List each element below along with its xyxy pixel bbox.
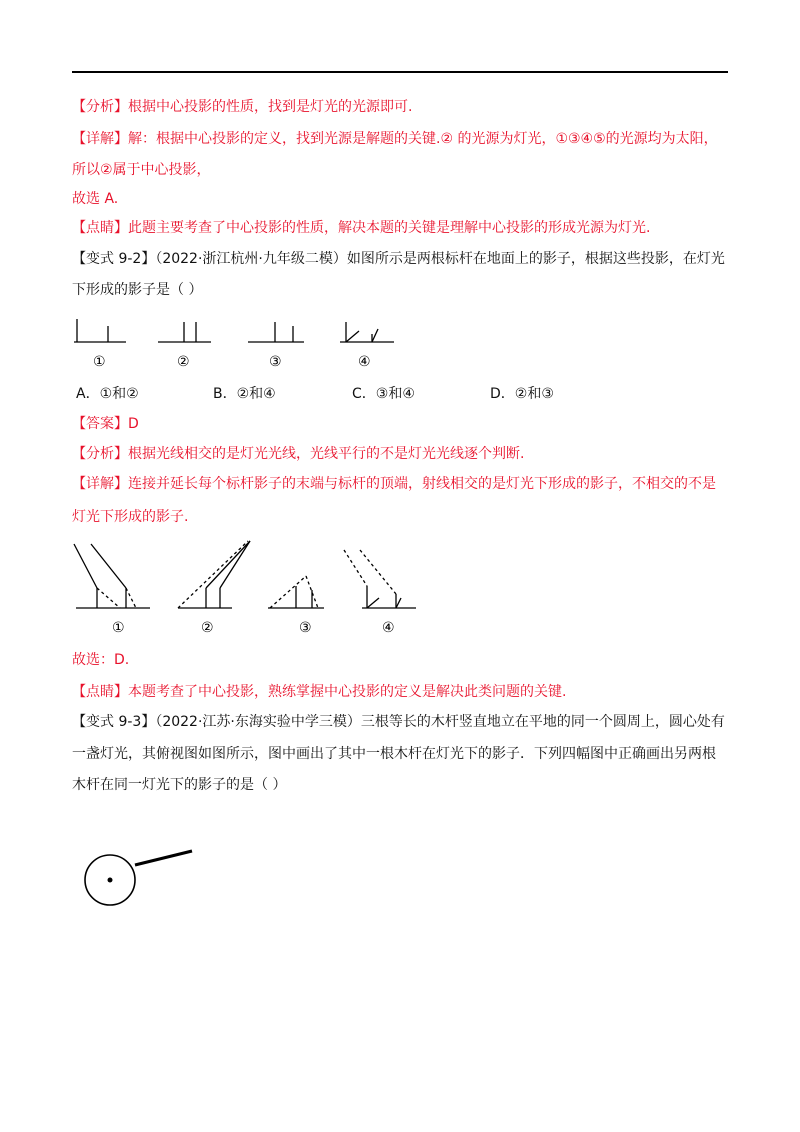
comment-text-1: 【点睛】此题主要考查了中心投影的性质，解决本题的关键是理解中心投影的形成光源为灯光. <box>72 220 651 236</box>
top-view-figure <box>80 845 200 915</box>
detail-text-2a: 【详解】连接并延长每个标杆影子的末端与标杆的顶端，射线相交的是灯光下形成的影子，不相交的不是 <box>72 476 716 492</box>
fig1-label-3: ③ <box>269 354 282 370</box>
shadow-figure-2 <box>70 538 430 638</box>
analysis-text-2: 【分析】根据光线相交的是灯光光线，光线平行的不是灯光光线逐个判断. <box>72 446 525 462</box>
comment-text-2: 【点睛】本题考查了中心投影，熟练掌握中心投影的定义是解决此类问题的关键. <box>72 684 567 700</box>
fig2-label-4: ④ <box>382 620 395 636</box>
fig2-label-3: ③ <box>299 620 312 636</box>
fig1-label-1: ① <box>93 354 106 370</box>
option-d: D．②和③ <box>490 386 554 402</box>
detail-text-1a: 【详解】解：根据中心投影的定义，找到光源是解题的关键.② 的光源为灯光，①③④⑤的光源均为太阳， <box>72 131 718 147</box>
detail-text-1b: 所以②属于中心投影， <box>72 162 211 178</box>
analysis-text-1: 【分析】根据中心投影的性质，找到是灯光的光源即可. <box>72 99 413 115</box>
fig2-label-2: ② <box>201 620 214 636</box>
option-c: C．③和④ <box>352 386 415 402</box>
question-9-2-line1: 【变式 9-2】（2022·浙江杭州·九年级二模）如图所示是两根标杆在地面上的影子，根据这些投影，在灯光 <box>72 251 725 267</box>
choice-text-2: 故选：D. <box>72 652 130 668</box>
answer-text: 【答案】D <box>72 416 139 432</box>
option-b: B．②和④ <box>213 386 276 402</box>
fig1-label-4: ④ <box>358 354 371 370</box>
choice-text-1: 故选 A. <box>72 191 119 207</box>
lamp-center-dot <box>108 878 113 883</box>
fig1-label-2: ② <box>177 354 190 370</box>
option-a: A．①和② <box>76 386 139 402</box>
question-9-3-line1: 【变式 9-3】（2022·江苏·东海实验中学三模）三根等长的木杆竖直地立在平地的同一个圆周上，圆心处有 <box>72 714 725 730</box>
question-9-3-line2: 一盏灯光，其俯视图如图所示，图中画出了其中一根木杆在灯光下的影子．下列四幅图中正确画出另两根 <box>72 746 716 762</box>
question-9-3-line3: 木杆在同一灯光下的影子的是（ ） <box>72 777 287 793</box>
detail-text-2b: 灯光下形成的影子. <box>72 509 189 525</box>
question-9-2-line2: 下形成的影子是（ ） <box>72 282 203 298</box>
shadow-figure-1 <box>72 312 412 372</box>
header-rule <box>72 71 728 73</box>
pole-shadow <box>135 851 192 865</box>
fig2-label-1: ① <box>112 620 125 636</box>
